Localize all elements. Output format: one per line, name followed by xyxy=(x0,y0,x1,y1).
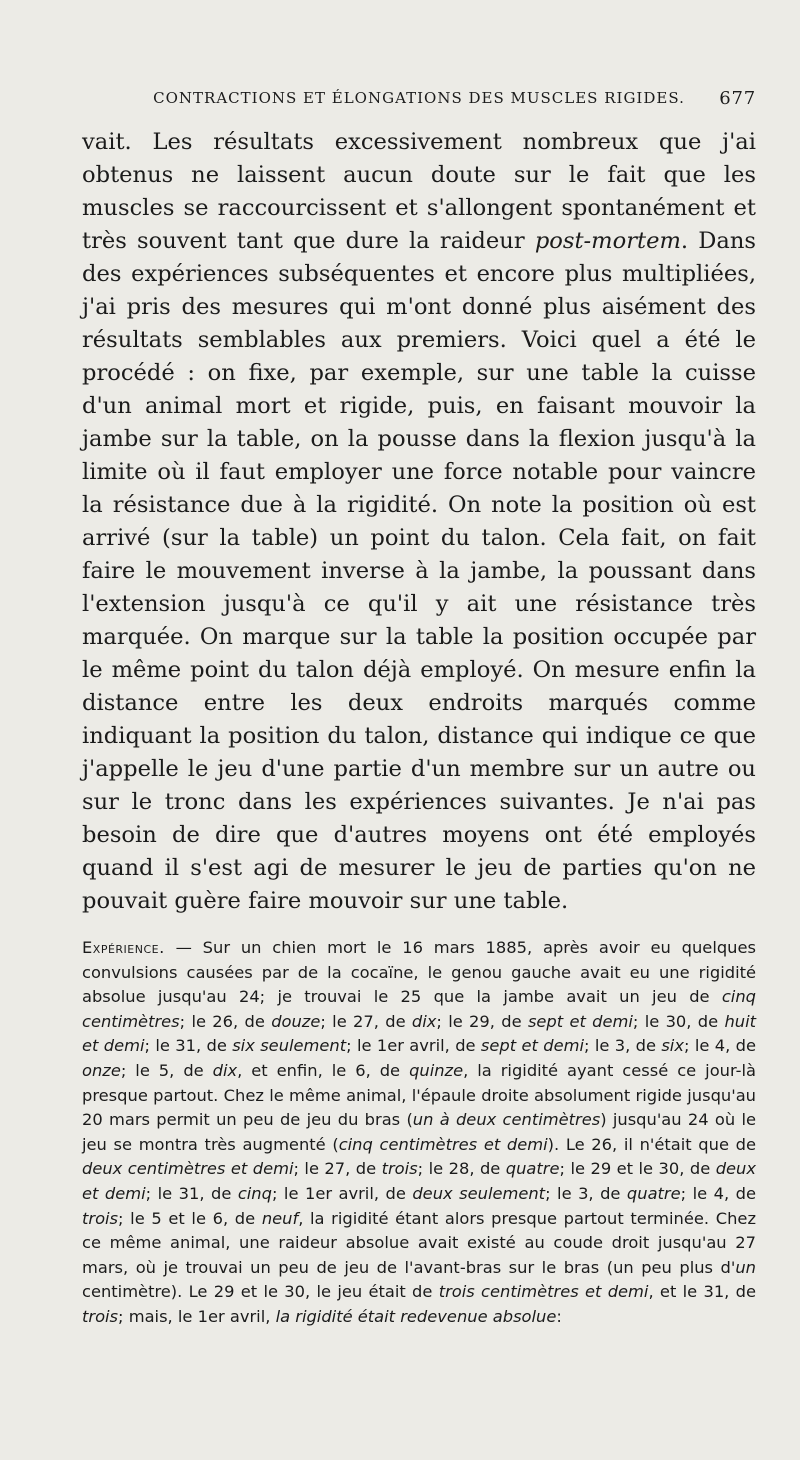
note-text-segment: ; le 29 et le 30, de xyxy=(559,1159,716,1179)
note-text-segment: ; le 30, de xyxy=(632,1011,725,1031)
note-text-segment: : xyxy=(556,1306,562,1326)
note-text-segment: — Sur un chien mort le 16 mars 1885, après avoir eu quelques convulsions causées par de la cocaïne, le genou gauche avait eu une rigidité absolue jusqu'au 24; je trouvai le 25 que la jambe avait un jeu de xyxy=(82,938,756,1007)
experiment-note xyxy=(82,936,756,1330)
note-text-segment: centimètre). Le 29 et le 30, le jeu était de xyxy=(82,1282,439,1302)
note-text-segment: , la rigidité ayant cessé ce jour-là presque partout. Chez le même animal, l'épaule droite absolument rigide jusqu'au 20 mars permit un peu de jeu du bras ( xyxy=(82,1060,756,1130)
main-text-segment: . Dans des expériences subséquentes et encore plus multipliées, j'ai pris des mesures qui m'ont donné plus aisément des résultats semblables aux premiers. Voici quel a été le procédé : on fixe, par exemple, sur une table la cuisse d'un animal mort et rigide, puis, en faisant mouvoir la jambe sur la table, on la pousse dans la flexion jusqu'à la limite où il faut employer une force notable pour vaincre la résistance due à la rigidité. On note la position où est arrivé (sur la table) un point du talon. Cela fait, on fait faire le mouvement inverse à la jambe, la poussant dans l'extension jusqu'à ce qu'il y ait une résistance très marquée. On marque sur la table la position occupée par le même point du talon déjà employé. On mesure enfin la distance entre les deux endroits marqués comme indiquant la position du talon, distance qui indique ce que j'appelle le jeu d'une partie d'un membre sur un autre ou sur le tronc dans les expériences suivantes. Je n'ai pas besoin de dire que d'autres moyens ont été employés quand il s'est agi de mesurer le jeu de parties qu'on ne pouvait guère faire mouvoir sur une table. xyxy=(82,228,756,914)
main-text-segment: vait. Les résultats excessivement nombreux que j'ai obtenus ne laissent aucun doute sur le fait que les muscles se raccourcissent et s'allongent spontanément et très souvent tant que dure la raideur xyxy=(82,129,756,254)
note-text-segment: , la rigidité étant alors presque partout terminée. Chez ce même animal, une raideur absolue avait existé au coude droit jusqu'au 27 mars, où je trouvai un peu de jeu de l'avant-bras sur le bras (un peu plus d' xyxy=(82,1208,756,1277)
note-text-segment: trois xyxy=(82,1306,119,1326)
running-head-title: CONTRACTIONS ET ÉLONGATIONS DES MUSCLES RIGIDES. xyxy=(153,89,685,107)
note-text-segment: trois xyxy=(381,1159,418,1179)
note-text-segment: deux seulement xyxy=(412,1183,546,1203)
experiment-note-text xyxy=(82,936,756,1330)
note-text-segment: cinq centimètres xyxy=(82,987,756,1031)
note-text-segment: six seulement xyxy=(232,1036,347,1056)
note-text-segment: ; le 27, de xyxy=(320,1011,412,1031)
note-text-segment: sept et demi xyxy=(527,1011,633,1031)
note-text-segment: quatre xyxy=(505,1159,560,1179)
note-text-segment: quinze xyxy=(409,1060,464,1080)
note-text-segment: ; le 28, de xyxy=(417,1159,506,1179)
note-text-segment: six xyxy=(661,1036,684,1056)
note-text-segment: douze xyxy=(271,1011,321,1031)
note-text-segment: sept et demi xyxy=(480,1036,584,1056)
note-text-segment: la rigidité était redevenue absolue xyxy=(275,1306,557,1326)
note-text-segment: trois xyxy=(82,1208,119,1228)
note-text-segment: ; le 31, de xyxy=(144,1036,233,1056)
note-text-segment: onze xyxy=(82,1060,121,1080)
note-text-segment: dix xyxy=(411,1011,437,1031)
note-text-segment: ; le 29, de xyxy=(436,1011,528,1031)
note-text-segment: cinq xyxy=(237,1183,272,1203)
note-text-segment: ; le 31, de xyxy=(145,1183,238,1203)
note-text-segment: ; mais, le 1er avril, xyxy=(118,1306,276,1326)
note-text-segment: un xyxy=(735,1257,756,1277)
note-text-segment: ; le 5, de xyxy=(120,1060,213,1080)
note-text-segment: ; le 27, de xyxy=(293,1159,382,1179)
note-text-segment: , et le 31, de xyxy=(648,1282,757,1302)
note-text-segment: deux et demi xyxy=(82,1159,756,1203)
note-text-segment: ; le 1er avril, de xyxy=(271,1183,413,1203)
note-text-segment: un à deux centimètres xyxy=(412,1110,601,1130)
note-text-segment: ; le 3, de xyxy=(583,1036,662,1056)
note-text-segment: ; le 5 et le 6, de xyxy=(118,1208,262,1228)
note-text-segment: ). Le 26, il n'était que de xyxy=(547,1134,756,1154)
note-text-segment: huit et demi xyxy=(82,1011,756,1056)
page-number: 677 xyxy=(719,88,756,109)
note-text-segment: ; le 1er avril, de xyxy=(346,1036,481,1056)
note-text-segment: ; le 3, de xyxy=(545,1183,627,1203)
book-page xyxy=(0,88,800,1460)
note-text-segment: trois centimètres et demi xyxy=(438,1282,649,1302)
note-text-segment: ) jusqu'au 24 où le jeu se montra très augmenté ( xyxy=(82,1110,756,1154)
note-text-segment: neuf xyxy=(261,1208,299,1228)
experiment-label: Expérience. xyxy=(82,938,165,957)
note-text-segment: deux centimètres et demi xyxy=(82,1159,294,1179)
note-text-segment: , et enfin, le 6, de xyxy=(237,1060,410,1080)
note-text-segment: ; le 26, de xyxy=(179,1011,272,1031)
main-text-segment: post-mortem xyxy=(534,228,681,254)
main-paragraph-text xyxy=(82,126,756,918)
note-text-segment: cinq centimètres et demi xyxy=(338,1134,548,1154)
main-paragraph xyxy=(82,126,756,918)
note-text-segment: ; le 4, de xyxy=(683,1036,756,1056)
note-text-segment: quatre xyxy=(626,1183,681,1203)
running-head xyxy=(82,88,756,110)
note-text-segment: dix xyxy=(212,1060,238,1080)
note-text-segment: ; le 4, de xyxy=(680,1183,757,1203)
